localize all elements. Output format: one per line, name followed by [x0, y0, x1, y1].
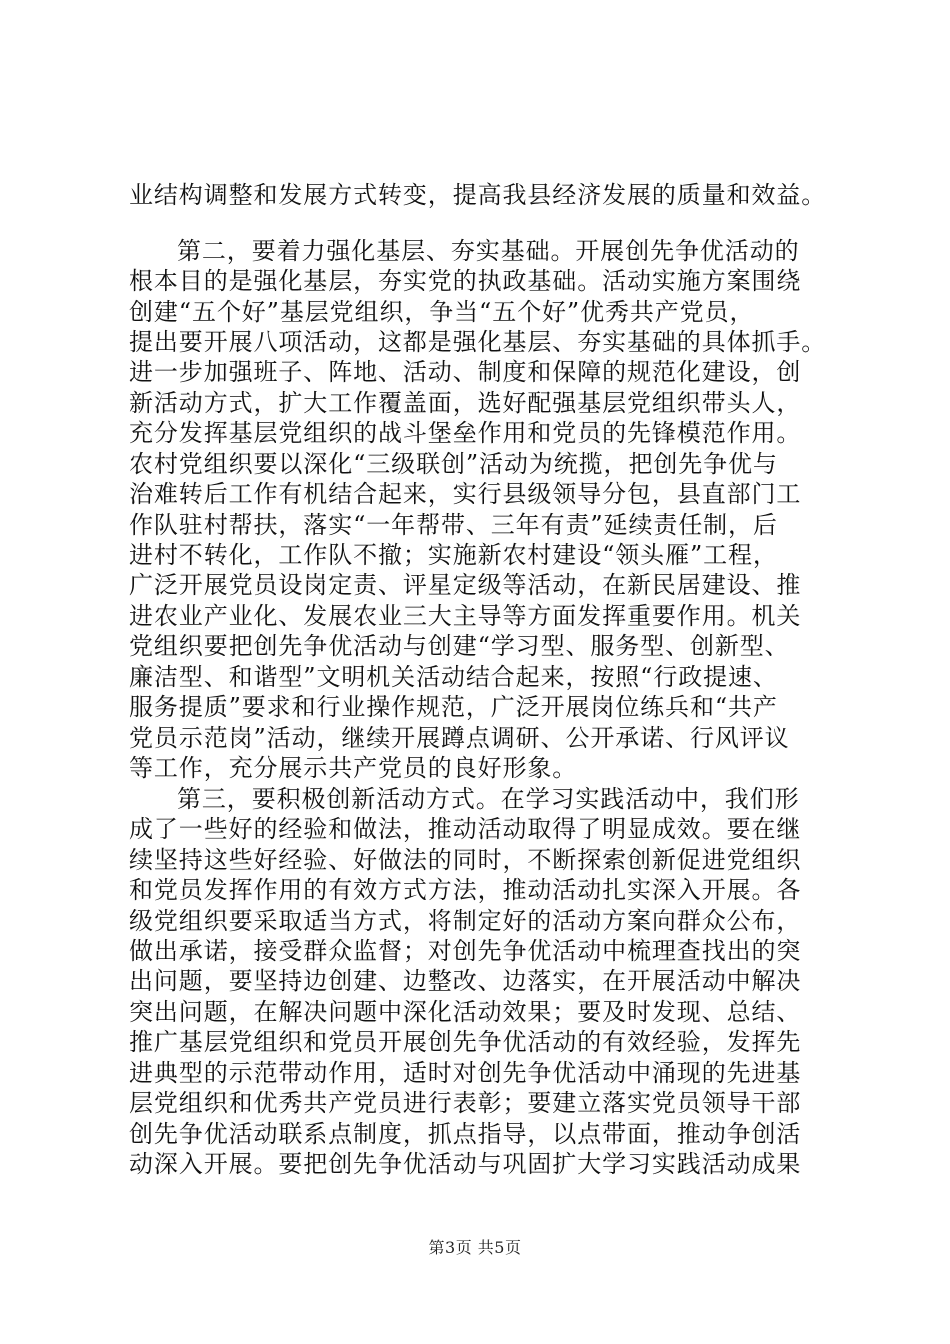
- text-line-3: 根本目的是强化基层，夯实党的执政基础。活动实施方案围绕: [129, 267, 802, 295]
- text-line-1: 业结构调整和发展方式转变，提高我县经济发展的质量和效益。: [129, 181, 827, 209]
- text-line-8: 充分发挥基层党组织的战斗堡垒作用和党员的先锋模范作用。: [129, 419, 802, 447]
- text-line-6: 进一步加强班子、阵地、活动、制度和保障的规范化建设，创: [129, 358, 802, 386]
- text-line-15: 党组织要把创先争优活动与创建“学习型、服务型、创新型、: [129, 632, 790, 660]
- text-line-26: 出问题，要坚持边创建、边整改、边落实，在开展活动中解决: [129, 967, 802, 995]
- text-line-25: 做出承诺，接受群众监督；对创先争优活动中梳理查找出的突: [129, 937, 802, 965]
- text-line-7: 新活动方式，扩大工作覆盖面，选好配强基层党组织带头人，: [129, 389, 802, 417]
- text-line-19: 等工作，充分展示共产党员的良好形象。: [129, 754, 578, 782]
- text-line-13: 广泛开展党员设岗定责、评星定级等活动，在新民居建设、推: [129, 571, 802, 599]
- text-line-4: 创建“五个好”基层党组织，争当“五个好”优秀共产党员，: [129, 298, 755, 326]
- text-line-32: 动深入开展。要把创先争优活动与巩固扩大学习实践活动成果: [129, 1150, 802, 1178]
- text-line-21: 成了一些好的经验和做法，推动活动取得了明显成效。要在继: [129, 815, 802, 843]
- text-line-2: 第二，要着力强化基层、夯实基础。开展创先争优活动的: [177, 237, 800, 265]
- text-line-20: 第三，要积极创新活动方式。在学习实践活动中，我们形: [177, 785, 800, 813]
- text-line-17: 服务提质”要求和行业操作规范，广泛开展岗位练兵和“共产: [129, 693, 778, 721]
- text-line-22: 续坚持这些好经验、好做法的同时，不断探索创新促进党组织: [129, 846, 802, 874]
- text-line-18: 党员示范岗”活动，继续开展蹲点调研、公开承诺、行风评议: [129, 724, 790, 752]
- text-line-10: 治难转后工作有机结合起来，实行县级领导分包，县直部门工: [129, 480, 802, 508]
- text-line-31: 创先争优活动联系点制度，抓点指导，以点带面，推动争创活: [129, 1120, 802, 1148]
- text-line-14: 进农业产业化、发展农业三大主导等方面发挥重要作用。机关: [129, 602, 802, 630]
- text-line-12: 进村不转化，工作队不撤；实施新农村建设“领头雁”工程，: [129, 541, 778, 569]
- text-line-9: 农村党组织要以深化“三级联创”活动为统揽，把创先争优与: [129, 450, 778, 478]
- text-line-16: 廉洁型、和谐型”文明机关活动结合起来，按照“行政提速、: [129, 663, 778, 691]
- text-line-28: 推广基层党组织和党员开展创先争优活动的有效经验，发挥先: [129, 1028, 802, 1056]
- text-line-27: 突出问题，在解决问题中深化活动效果；要及时发现、总结、: [129, 998, 802, 1026]
- text-line-11: 作队驻村帮扶，落实“一年帮带、三年有责”延续责任制，后: [129, 511, 778, 539]
- page-number-footer: 第3页 共5页: [428, 1238, 522, 1257]
- text-line-30: 层党组织和优秀共产党员进行表彰；要建立落实党员领导干部: [129, 1089, 802, 1117]
- text-line-24: 级党组织要采取适当方式，将制定好的活动方案向群众公布，: [129, 907, 802, 935]
- text-line-23: 和党员发挥作用的有效方式方法，推动活动扎实深入开展。各: [129, 876, 802, 904]
- text-line-29: 进典型的示范带动作用，适时对创先争优活动中涌现的先进基: [129, 1059, 802, 1087]
- text-line-5: 提出要开展八项活动，这都是强化基层、夯实基础的具体抓手。: [129, 328, 827, 356]
